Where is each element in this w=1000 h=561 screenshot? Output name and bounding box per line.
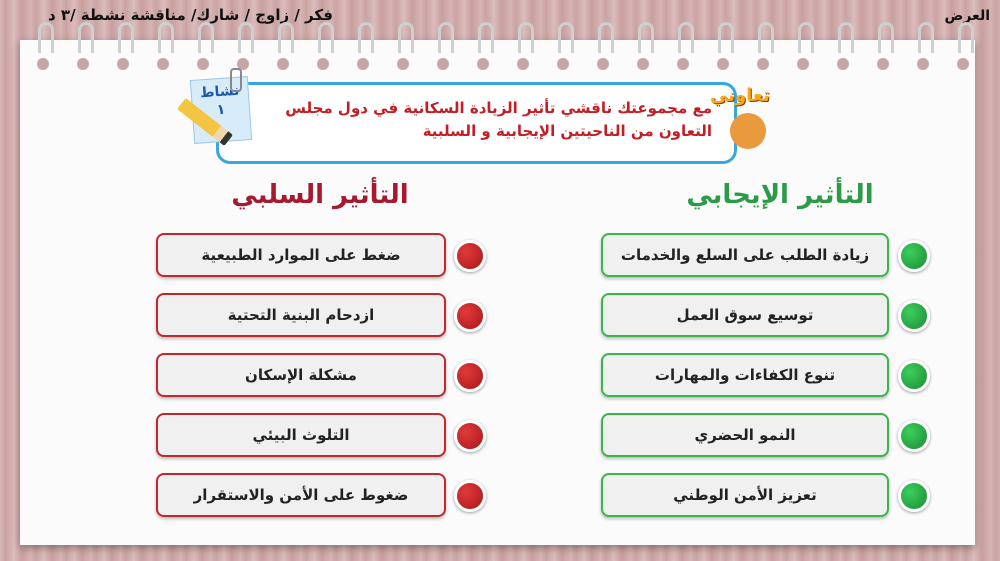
activity-label: فكر / زاوج / شارك/ مناقشة نشطة /٣ د bbox=[48, 6, 333, 24]
binder-ring bbox=[238, 22, 254, 53]
binder-ring bbox=[958, 22, 974, 53]
negative-effect-heading: التأثير السلبي bbox=[231, 180, 409, 210]
note-title: نشاط bbox=[199, 82, 240, 102]
cooperative-logo bbox=[710, 85, 780, 165]
binder-ring bbox=[758, 22, 774, 53]
binder-ring bbox=[918, 22, 934, 53]
binder-hole bbox=[277, 58, 289, 70]
task-prompt-text: مع مجموعتك ناقشي تأثير الزيادة السكانية في دول مجلس التعاون من الناحيتين الإيجابية و السلبية bbox=[285, 99, 712, 140]
notebook-page bbox=[20, 40, 975, 545]
binder-ring bbox=[198, 22, 214, 53]
binder-hole bbox=[557, 58, 569, 70]
binder-hole bbox=[397, 58, 409, 70]
positive-item[interactable]: تعزيز الأمن الوطني bbox=[601, 473, 889, 517]
positive-item[interactable]: زيادة الطلب على السلع والخدمات bbox=[601, 233, 889, 277]
binder-ring bbox=[798, 22, 814, 53]
green-bullet-icon bbox=[898, 300, 930, 332]
binder-ring bbox=[118, 22, 134, 53]
binder-ring bbox=[38, 22, 54, 53]
binder-hole bbox=[797, 58, 809, 70]
binder-hole bbox=[637, 58, 649, 70]
binder-ring bbox=[878, 22, 894, 53]
red-bullet-icon bbox=[454, 240, 486, 272]
binder-hole bbox=[957, 58, 969, 70]
positive-item[interactable]: تنوع الكفاءات والمهارات bbox=[601, 353, 889, 397]
binder-ring bbox=[438, 22, 454, 53]
binder-ring bbox=[358, 22, 374, 53]
note-number: ١ bbox=[216, 101, 226, 119]
binder-hole bbox=[717, 58, 729, 70]
binder-hole bbox=[77, 58, 89, 70]
binder-hole bbox=[37, 58, 49, 70]
binder-ring bbox=[158, 22, 174, 53]
negative-item[interactable]: ضغط على الموارد الطبيعية bbox=[156, 233, 446, 277]
paperclip-icon bbox=[230, 68, 242, 92]
binder-hole bbox=[597, 58, 609, 70]
binder-hole bbox=[677, 58, 689, 70]
binder-hole bbox=[757, 58, 769, 70]
group-hands-icon bbox=[730, 113, 766, 149]
binder-hole bbox=[917, 58, 929, 70]
binder-hole bbox=[117, 58, 129, 70]
binder-hole bbox=[317, 58, 329, 70]
task-prompt-box bbox=[216, 82, 737, 164]
binder-hole bbox=[197, 58, 209, 70]
binder-hole bbox=[437, 58, 449, 70]
binder-ring bbox=[598, 22, 614, 53]
negative-item[interactable]: مشكلة الإسكان bbox=[156, 353, 446, 397]
binder-ring bbox=[678, 22, 694, 53]
green-bullet-icon bbox=[898, 420, 930, 452]
logo-word: تعاوني bbox=[710, 85, 770, 106]
view-label: العرض bbox=[944, 8, 990, 24]
binder-ring bbox=[398, 22, 414, 53]
binder-hole bbox=[877, 58, 889, 70]
negative-item[interactable]: ازدحام البنية التحتية bbox=[156, 293, 446, 337]
binder-ring bbox=[78, 22, 94, 53]
green-bullet-icon bbox=[898, 240, 930, 272]
binder-ring bbox=[838, 22, 854, 53]
red-bullet-icon bbox=[454, 480, 486, 512]
binder-ring bbox=[318, 22, 334, 53]
binder-hole bbox=[477, 58, 489, 70]
binder-ring bbox=[478, 22, 494, 53]
binder-ring bbox=[718, 22, 734, 53]
red-bullet-icon bbox=[454, 420, 486, 452]
binder-hole bbox=[357, 58, 369, 70]
red-bullet-icon bbox=[454, 360, 486, 392]
red-bullet-icon bbox=[454, 300, 486, 332]
binder-hole bbox=[517, 58, 529, 70]
binder-hole bbox=[837, 58, 849, 70]
binder-ring bbox=[638, 22, 654, 53]
binder-hole bbox=[157, 58, 169, 70]
green-bullet-icon bbox=[898, 360, 930, 392]
positive-item[interactable]: توسيع سوق العمل bbox=[601, 293, 889, 337]
positive-effect-heading: التأثير الإيجابي bbox=[686, 180, 874, 210]
green-bullet-icon bbox=[898, 480, 930, 512]
positive-item[interactable]: النمو الحضري bbox=[601, 413, 889, 457]
negative-item[interactable]: التلوث البيئي bbox=[156, 413, 446, 457]
binder-ring bbox=[558, 22, 574, 53]
binder-ring bbox=[518, 22, 534, 53]
negative-item[interactable]: ضغوط على الأمن والاستقرار bbox=[156, 473, 446, 517]
binder-ring bbox=[278, 22, 294, 53]
